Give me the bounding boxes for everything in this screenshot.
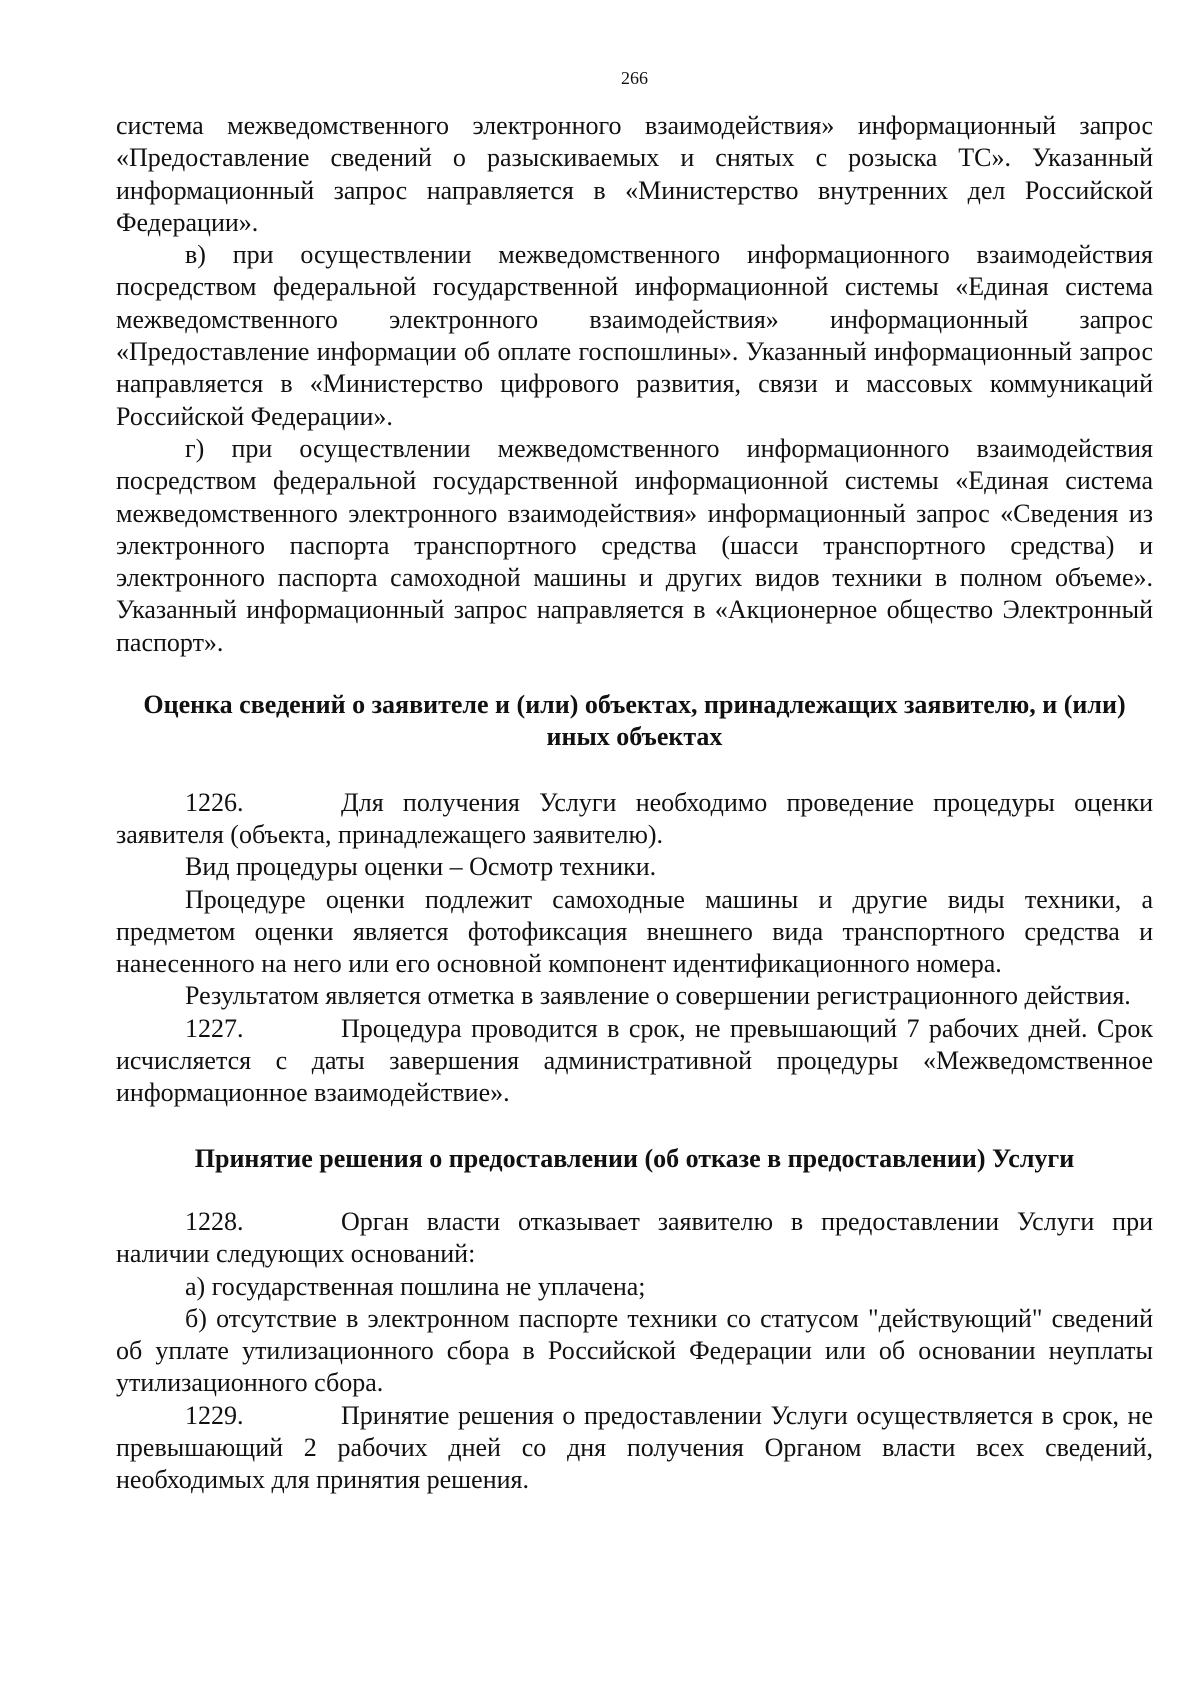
paragraph-assessment-result: Результатом является отметка в заявление о совершении регистрационного действия. bbox=[185, 981, 1131, 1011]
paragraph-1228 bbox=[116, 1206, 1153, 1271]
document-page bbox=[116, 66, 1153, 1497]
paragraph-item-a: а) государственная пошлина не уплачена; bbox=[185, 1271, 646, 1301]
paragraph-assessment-type: Вид процедуры оценки – Осмотр техники. bbox=[185, 852, 657, 882]
paragraph-text: Процедура проводится в срок, не превышающий 7 рабочих дней. Срок исчисляется с даты завершения административной процедуры «Межведомственное информационное взаимодействие». bbox=[116, 1013, 1153, 1108]
paragraph-number: 1227. bbox=[185, 1013, 244, 1043]
paragraph-number: 1228. bbox=[185, 1206, 244, 1236]
paragraph-text: Орган власти отказывает заявителю в предоставлении Услуги при наличии следующих оснований: bbox=[116, 1206, 1153, 1269]
paragraph-continuation: система межведомственного электронного взаимодействия» информационный запрос «Предоставление сведений о разыскиваемых и снятых с розыска ТС». Указанный информационный запрос направляется в «Министерство внутренних дел Российской Федерации». bbox=[116, 111, 1153, 237]
paragraph-number: 1229. bbox=[185, 1400, 244, 1430]
paragraph-number: 1226. bbox=[185, 787, 244, 817]
paragraph-item-b: б) отсутствие в электронном паспорте техники со статусом "действующий" сведений об уплате утилизационного сбора в Российской Федерации или об основании неуплаты утилизационного сбора. bbox=[116, 1303, 1153, 1398]
paragraph-assessment-subject: Процедуре оценки подлежит самоходные машины и другие виды техники, а предметом оценки является фотофиксация внешнего вида транспортного средства и нанесенного на него или его основной компонент идентификационного номера. bbox=[116, 884, 1153, 979]
paragraph-1226 bbox=[116, 787, 1153, 852]
page-number: 266 bbox=[621, 68, 648, 88]
paragraph-item-v: в) при осуществлении межведомственного информационного взаимодействия посредством федеральной государственной информационной системы «Единая система межведомственного электронного взаимодействия» информационный запрос «Предоставление информации об оплате госпошлины». Указанный информационный запрос направляется в «Министерство цифрового развития, связи и массовых коммуникаций Российской Федерации». bbox=[116, 240, 1153, 431]
section-heading-decision: Принятие решения о предоставлении (об отказе в предоставлении) Услуги bbox=[194, 1143, 1075, 1173]
section-heading-assessment: Оценка сведений о заявителе и (или) объектах, принадлежащих заявителю, и (или) иных объектах bbox=[143, 690, 1126, 752]
paragraph-text: Для получения Услуги необходимо проведение процедуры оценки заявителя (объекта, принадлежащего заявителю). bbox=[116, 787, 1153, 849]
paragraph-1229 bbox=[116, 1400, 1153, 1497]
paragraph-text: Принятие решения о предоставлении Услуги осуществляется в срок, не превышающий 2 рабочих дней со дня получения Органом власти всех сведений, необходимых для принятия решения. bbox=[116, 1400, 1153, 1495]
paragraph-item-g: г) при осуществлении межведомственного информационного взаимодействия посредством федеральной государственной информационной системы «Единая система межведомственного электронного взаимодействия» информационный запрос «Сведения из электронного паспорта транспортного средства (шасси транспортного средства) и электронного паспорта самоходной машины и других видов техники в полном объеме». Указанный информационный запрос направляется в «Акционерное общество Электронный паспорт». bbox=[116, 433, 1153, 657]
paragraph-1227 bbox=[116, 1013, 1153, 1110]
